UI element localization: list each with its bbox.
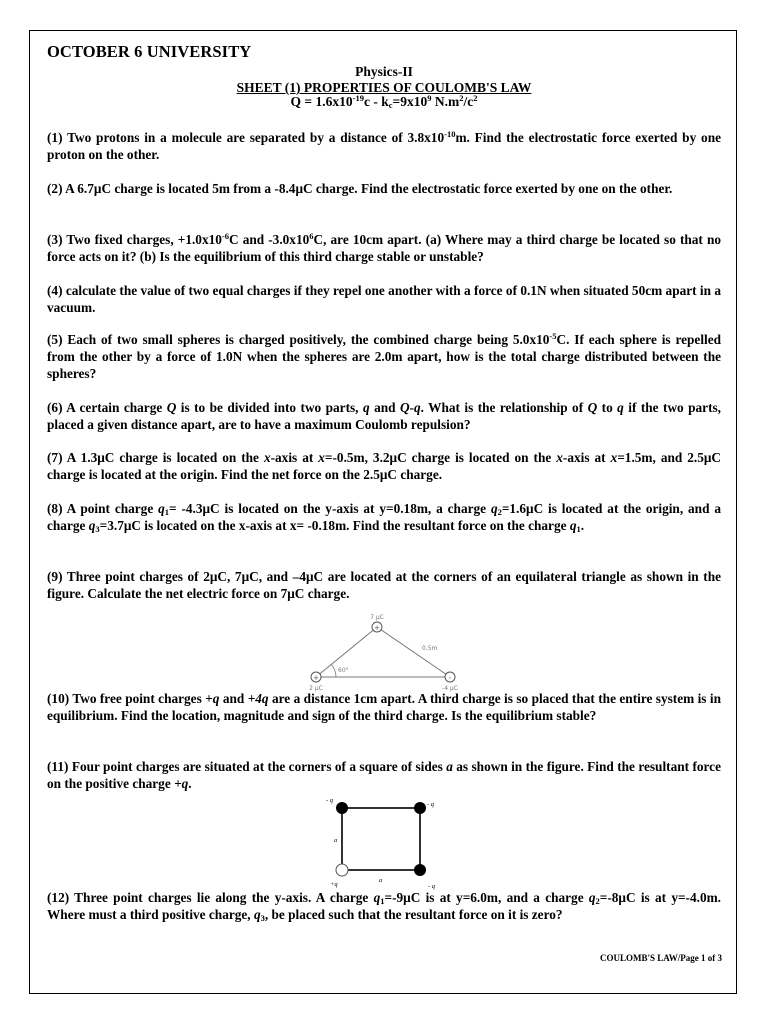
angle-arc	[331, 664, 336, 677]
label-bottom-right: - q	[428, 883, 436, 890]
question-2: (2) A 6.7μC charge is located 5m from a -8.4μC charge. Find the electrostatic force exerted by one on the other.	[47, 181, 673, 196]
question-4: (4) calculate the value of two equal charges if they repel one another with a force of 0.1N when situated 50cm apart in a vacuum.	[47, 283, 721, 315]
label-side-left: a	[334, 837, 338, 844]
constants-line: $Q = 1.6x10^{-19}c - k_c=9x10^9$ $N.m^2/c^2$	[290, 93, 478, 110]
label-angle: 60°	[338, 667, 349, 674]
triangle-figure	[300, 610, 460, 694]
sheet-title: SHEET (1) PROPERTIES OF COULOMB'S LAW	[236, 80, 532, 95]
label-side-bottom: a	[379, 877, 383, 884]
question-9: (9) Three point charges of 2μC, 7μC, and –4μC are located at the corners of an equilateral triangle as shown in the figure. Calculate the net electric force on 7μC charge.	[47, 569, 721, 601]
question-11: (11) Four point charges are situated at the corners of a square of sides a as shown in the figure. Find the resultant force on the positive charge +q.	[47, 759, 721, 791]
question-7: (7) A 1.3μC charge is located on the x-axis at x=-0.5m, 3.2μC charge is located on the x-axis at x=1.5m, and 2.5μC charge is located at the origin. Find the net force on the 2.5μC charge.	[47, 450, 722, 482]
course-title: Physics-II	[355, 64, 413, 79]
question-8: (8) A point charge $q_1= -4.3\mu C$ is located on the y-axis at y=0.18m, a charge $q_2=1.6\mu C$ is located at the origin, and a charge $q_3=3.7\mu C$ is located on the x-axis at x= -0.18m. Find the resultant force on the charge $q_1$.	[47, 501, 721, 534]
plus-sign-top: +	[374, 624, 380, 632]
charge-top-left	[336, 802, 348, 814]
label-7uc: 7 μC	[370, 614, 384, 621]
question-12: (12) Three point charges lie along the y-axis. A charge $q_1=-9\mu C$ is at y=6.0m, and a charge $q_2=-8\mu C$ is at y=-4.0m. Where must a third positive charge, $q_3$, be placed such that the resultant force on it is zero?	[47, 890, 721, 923]
triangle-edge-right	[377, 627, 450, 677]
question-10: (10) Two free point charges +q and +4q are a distance 1cm apart. A third charge is so placed that the entire system is in equilibrium. Find the location, magnitude and sign of the third charge. Is the equilibrium stable?	[47, 691, 721, 723]
charge-bottom-left-positive	[336, 864, 348, 876]
question-6: (6) A certain charge Q is to be divided into two parts, q and Q-q. What is the relationship of Q to q if the two parts, placed a given distance apart, are to have a maximum Coulomb repulsion?	[47, 400, 722, 432]
label-2uc: 2 μC	[309, 685, 323, 692]
minus-sign-right: -	[448, 674, 452, 682]
question-1: (1) Two protons in a molecule are separated by a distance of $3.8x10^{-10}m$. Find the electrostatic force exerted by one proton on the other.	[47, 129, 721, 162]
university-name: OCTOBER 6 UNIVERSITY	[47, 42, 252, 61]
question-5: (5) Each of two small spheres is charged positively, the combined charge being $5.0x10^{-5}C$. If each sphere is repelled from the other by a force of 1.0N when the spheres are 2.0m apart, how is the total charge distributed between the spheres?	[47, 331, 721, 381]
label-side-length: 0.5m	[422, 645, 438, 652]
label-bottom-left: +q	[330, 881, 338, 888]
question-3: (3) Two fixed charges, $+1.0x10^{-6}C$ and $-3.0x10^6C$, are 10cm apart. (a) Where may a third charge be located so that no force acts on it? (b) Is the equilibrium of this third charge stable or unstable?	[47, 231, 721, 264]
charge-bottom-right	[414, 864, 426, 876]
charge-top-right	[414, 802, 426, 814]
label-top-right: - q	[427, 801, 435, 808]
page-footer: COULOMB'S LAW/Page 1 of 3	[599, 953, 722, 963]
label-minus-4uc: -4 μC	[442, 685, 458, 692]
label-top-left: - q	[326, 797, 334, 804]
square-outline	[342, 808, 420, 870]
square-figure	[316, 792, 446, 890]
plus-sign-left: +	[313, 674, 319, 682]
